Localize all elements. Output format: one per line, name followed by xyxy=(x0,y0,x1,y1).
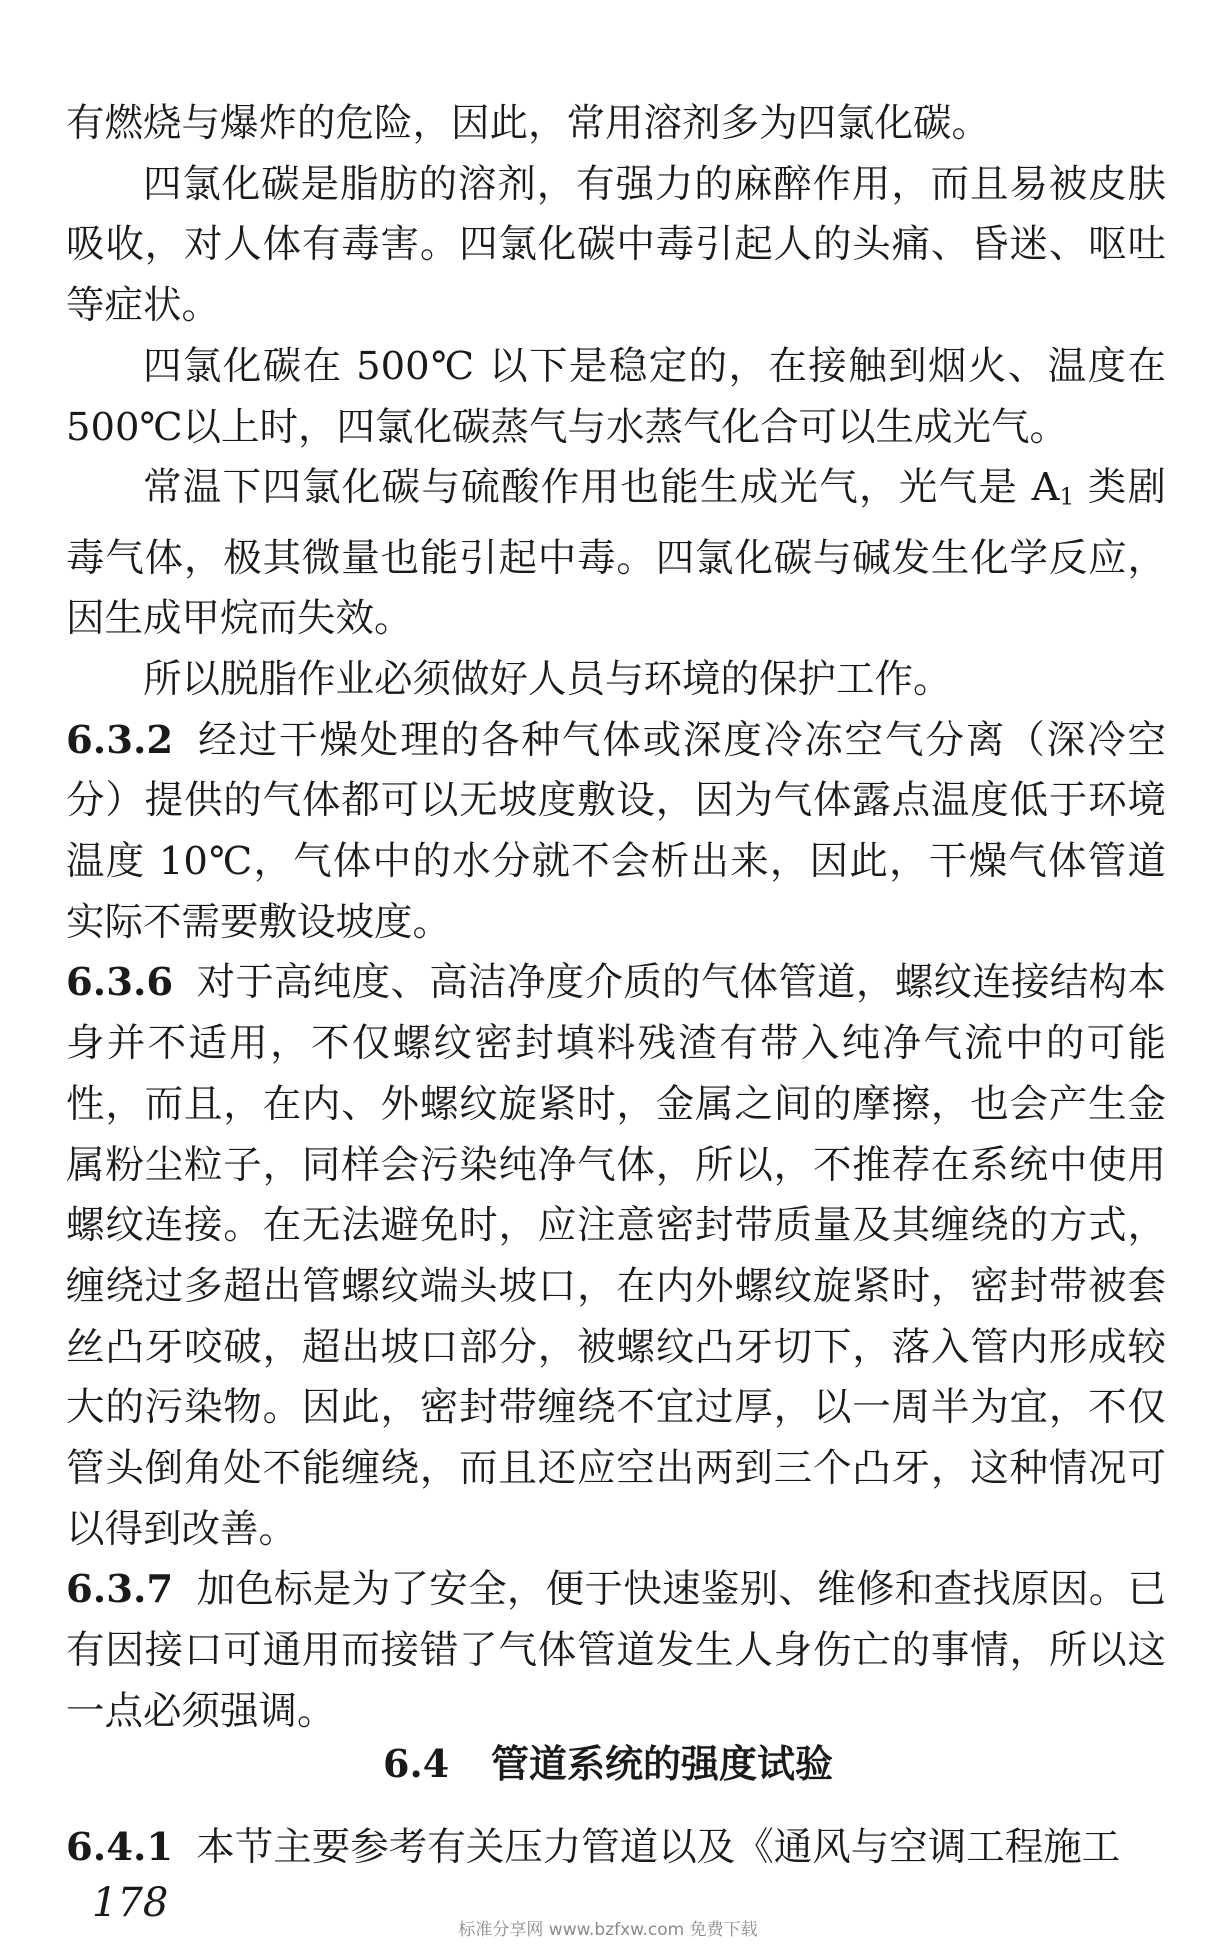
section-title: 管道系统的强度试验 xyxy=(490,1741,833,1786)
section-heading xyxy=(0,1734,1216,1794)
paragraph-text: 类剧毒气体，极其微量也能引起中毒。四氯化碳与碱发生化学反应，因生成甲烷而失效。 xyxy=(66,465,1166,642)
body-text xyxy=(66,94,1166,1743)
watermark: 标准分享网 www.bzfxw.com 免费下载 xyxy=(458,1920,758,1940)
clause-text: 对于高纯度、高洁净度介质的气体管道，螺纹连接结构本身并不适用，不仅螺纹密封填料残渣有带入纯净气流中的可能性，而且，在内、外螺纹旋紧时，金属之间的摩擦，也会产生金属粉尘粒子，同样会污染纯净气体，所以，不推荐在系统中使用螺纹连接。在无法避免时，应注意密封带质量及其缠绕的方式，缠绕过多超出管螺纹端头坡口，在内外螺纹旋紧时，密封带被套丝凸牙咬破，超出坡口部分，被螺纹凸牙切下，落入管内形成较大的污染物。因此，密封带缠绕不宜过厚，以一周半为宜，不仅管头倒角处不能缠绕，而且还应空出两到三个凸牙，这种情况可以得到改善。 xyxy=(66,960,1166,1552)
subscript: 1 xyxy=(1059,484,1075,511)
page-number: 178 xyxy=(92,1880,169,1926)
paragraph-text: 常温下四氯化碳与硫酸作用也能生成光气，光气是 A xyxy=(143,465,1060,511)
paragraph xyxy=(66,458,1166,650)
clause-text: 经过干燥处理的各种气体或深度冷冻空气分离（深冷空分）提供的气体都可以无坡度敷设，因为气体露点温度低于环境温度 10℃，气体中的水分就不会析出来，因此，干燥气体管道实际不需要敷设坡度。 xyxy=(66,717,1166,945)
paragraph: 有燃烧与爆炸的危险，因此，常用溶剂多为四氯化碳。 xyxy=(66,101,991,146)
paragraph: 所以脱脂作业必须做好人员与环境的保护工作。 xyxy=(143,656,952,702)
paragraph: 四氯化碳在 500℃ 以下是稳定的，在接触到烟火、温度在500℃以上时，四氯化碳蒸气与水蒸气化合可以生成光气。 xyxy=(66,343,1166,450)
clause-6-3-6 xyxy=(66,953,1166,1560)
clause-6-3-7 xyxy=(66,1560,1166,1742)
paragraph: 四氯化碳是脂肪的溶剂，有强力的麻醉作用，而且易被皮肤吸收，对人体有毒害。四氯化碳中毒引起人的头痛、昏迷、呕吐等症状。 xyxy=(66,161,1166,329)
clause-6-3-2 xyxy=(66,711,1166,954)
section-number: 6.4 xyxy=(383,1741,450,1786)
clause-text: 加色标是为了安全，便于快速鉴别、维修和查找原因。已有因接口可通用而接错了气体管道发生人身伤亡的事情，所以这一点必须强调。 xyxy=(66,1567,1166,1734)
clause-text: 本节主要参考有关压力管道以及《通风与空调工程施工 xyxy=(196,1825,1121,1870)
clause-number: 6.3.6 xyxy=(66,960,174,1006)
clause-number: 6.3.2 xyxy=(66,717,174,763)
clause-number: 6.4.1 xyxy=(66,1825,174,1870)
clause-6-4-1 xyxy=(66,1818,1166,1878)
clause-number: 6.3.7 xyxy=(66,1567,174,1613)
